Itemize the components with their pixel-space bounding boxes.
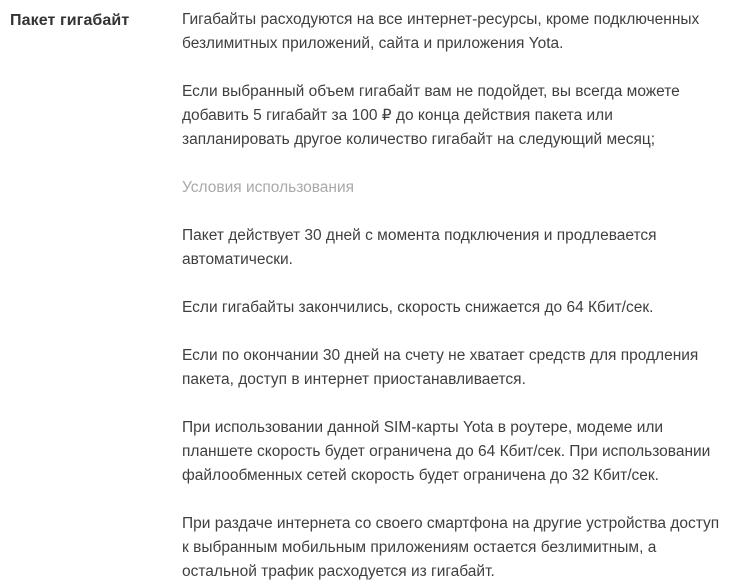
- terms-subheading: Условия использования: [182, 179, 355, 196]
- terms-paragraph: Если гигабайты закончились, скорость снижается до 64 Кбит/сек.: [182, 299, 654, 316]
- intro-paragraph: Гигабайты расходуются на все интернет-ресурсы, кроме подключенных безлимитных приложений, сайта и приложения Yota.: [182, 11, 700, 52]
- terms-paragraph: При использовании данной SIM-карты Yota в роутере, модеме или планшете скорость будет ограничена до 64 Кбит/сек. При использовании файлообменных сетей скорость будет ограничена до 32 Кбит/сек.: [182, 419, 711, 484]
- intro-paragraph: Если выбранный объем гигабайт вам не подойдет, вы всегда можете добавить 5 гигабайт за 100 ₽ до конца действия пакета или запланировать другое количество гигабайт на следующий месяц;: [182, 83, 680, 148]
- section-title: Пакет гигабайт: [10, 12, 130, 29]
- terms-paragraph: Пакет действует 30 дней с момента подключения и продлевается автоматически.: [182, 227, 657, 268]
- section-content-column: [182, 8, 722, 584]
- terms-paragraph: При раздаче интернета со своего смартфона на другие устройства доступ к выбранным мобильным приложениям остается безлимитным, а остальной трафик расходуется из гигабайт.: [182, 515, 720, 580]
- section-label-column: [10, 8, 182, 32]
- terms-paragraph: Если по окончании 30 дней на счету не хватает средств для продления пакета, доступ в интернет приостанавливается.: [182, 347, 699, 388]
